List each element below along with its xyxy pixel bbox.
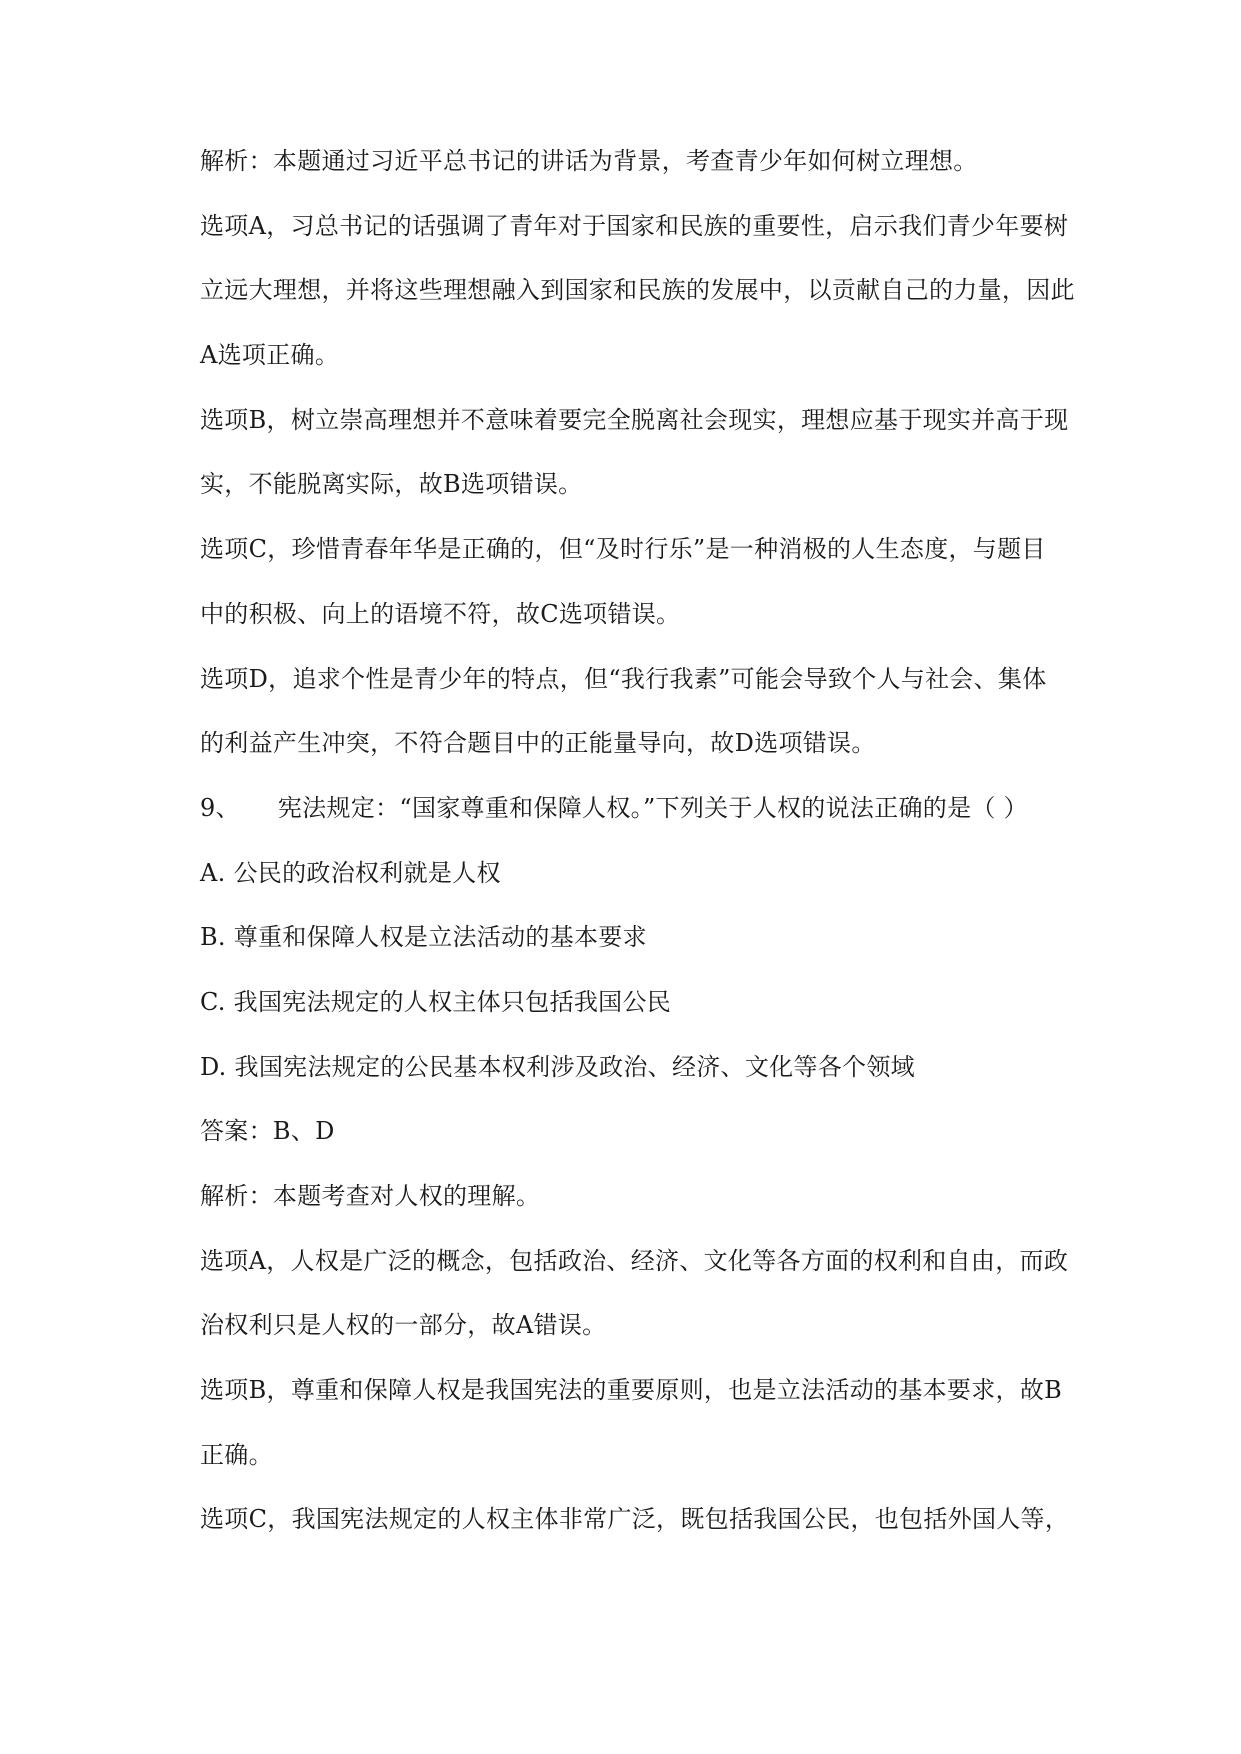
text-line: 解析：本题通过习近平总书记的讲话为背景，考查青少年如何树立理想。 xyxy=(200,147,978,175)
text-line: 选项B，树立崇高理想并不意味着要完全脱离社会现实，理想应基于现实并高于现 xyxy=(200,405,1069,434)
document-body xyxy=(200,144,1100,1567)
analysis-line: 选项A，人权是广泛的概念，包括政治、经济、文化等各方面的权利和自由，而政 xyxy=(200,1246,1069,1275)
question-option: A. 公民的政治权利就是人权 xyxy=(200,858,501,887)
text-line: 的利益产生冲突，不符合题目中的正能量导向，故D选项错误。 xyxy=(200,729,876,758)
analysis-line: 治权利只是人权的一部分，故A错误。 xyxy=(200,1311,607,1340)
question-stem-line xyxy=(200,791,1100,856)
text-line: 立远大理想，并将这些理想融入到国家和民族的发展中，以贡献自己的力量，因此 xyxy=(200,276,1075,305)
analysis-line: 解析：本题考查对人权的理解。 xyxy=(200,1182,541,1210)
text-line: 选项D，追求个性是青少年的特点，但“我行我素”可能会导致个人与社会、集体 xyxy=(200,664,1047,693)
answer-line: 答案：B、D xyxy=(200,1117,335,1146)
text-line: 选项C，珍惜青春年华是正确的，但“及时行乐”是一种消极的人生态度，与题目 xyxy=(200,535,1046,564)
question-option: D. 我国宪法规定的公民基本权利涉及政治、经济、文化等各个领域 xyxy=(200,1052,915,1081)
text-line: 选项A，习总书记的话强调了青年对于国家和民族的重要性，启示我们青少年要树 xyxy=(200,211,1069,240)
text-line: 实，不能脱离实际，故B选项错误。 xyxy=(200,470,583,499)
question-number: 9、 xyxy=(200,793,240,822)
text-line: 中的积极、向上的语境不符，故C选项错误。 xyxy=(200,599,681,628)
question-stem: 宪法规定：“国家尊重和保障人权。”下列关于人权的说法正确的是（ ） xyxy=(277,793,1028,822)
question-option: C. 我国宪法规定的人权主体只包括我国公民 xyxy=(200,987,672,1016)
analysis-line: 正确。 xyxy=(200,1440,273,1469)
question-option: B. 尊重和保障人权是立法活动的基本要求 xyxy=(200,923,647,952)
analysis-line: 选项B，尊重和保障人权是我国宪法的重要原则，也是立法活动的基本要求，故B xyxy=(200,1376,1063,1405)
analysis-line: 选项C，我国宪法规定的人权主体非常广泛，既包括我国公民，也包括外国人等， xyxy=(200,1505,1070,1534)
text-line: A选项正确。 xyxy=(200,341,340,370)
